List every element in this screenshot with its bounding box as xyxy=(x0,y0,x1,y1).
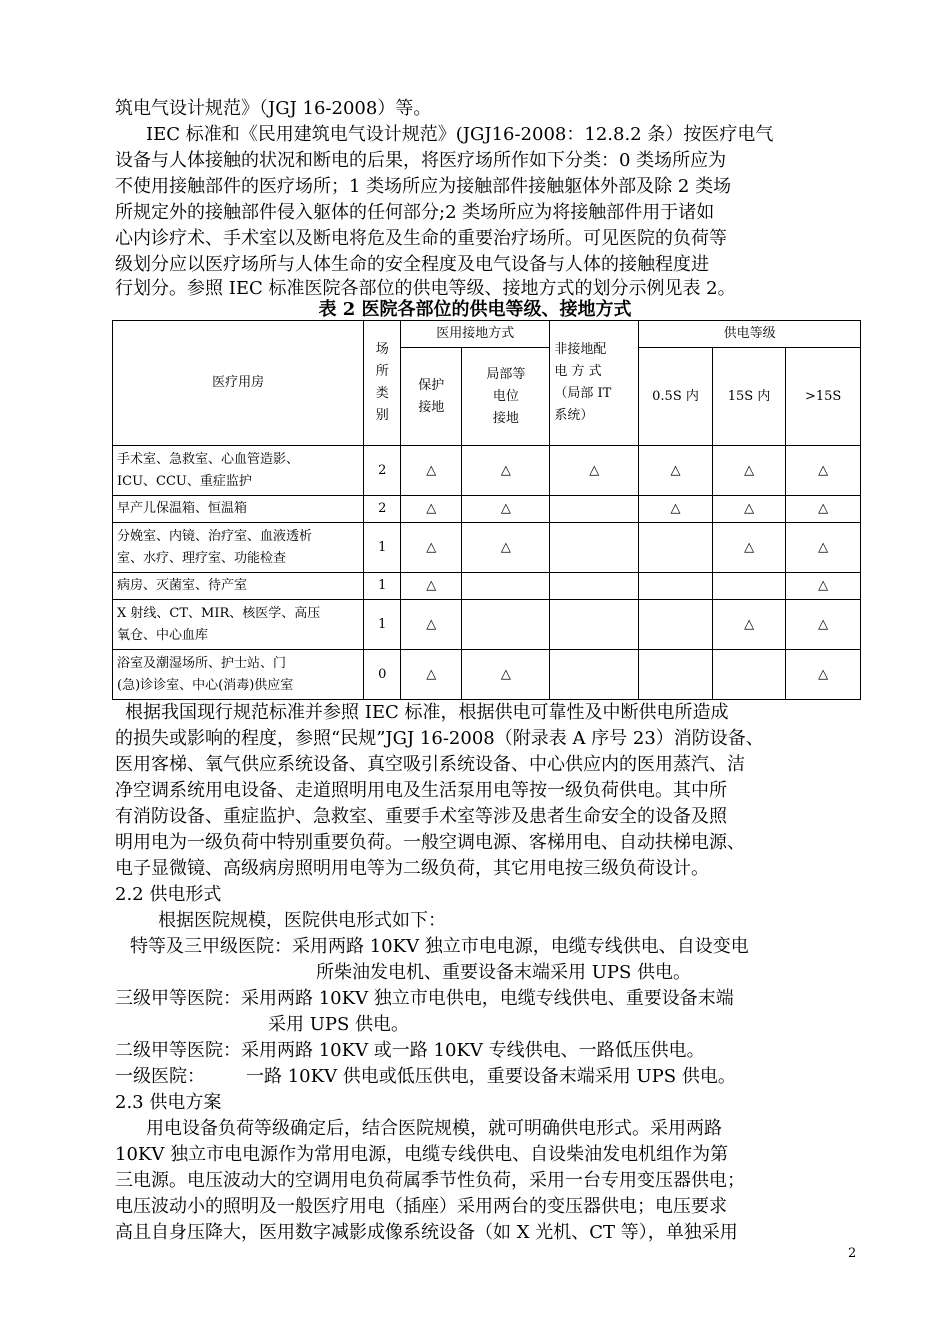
header-class-line: 别 xyxy=(375,408,389,423)
mark-cell: △ xyxy=(786,650,861,700)
room-cell xyxy=(113,600,364,650)
room-cell xyxy=(113,523,364,573)
room-line: ICU、CCU、重症监护 xyxy=(117,473,252,489)
class-cell: 0 xyxy=(364,650,401,700)
room-line: 手术室、急救室、心血管造影、 xyxy=(117,451,300,467)
room-line: X 射线、CT、MIR、核医学、高压 xyxy=(117,605,321,621)
body-line: 三电源。电压波动大的空调用电负荷属季节性负荷，采用一台专用变压器供电； xyxy=(115,1170,745,1191)
mark-cell: △ xyxy=(462,650,550,700)
mark-cell: △ xyxy=(786,600,861,650)
mark-cell xyxy=(550,600,639,650)
mark-cell: △ xyxy=(712,600,786,650)
body-line: 筑电气设计规范》（JGJ 16-2008）等。 xyxy=(115,98,432,119)
body-line: 电子显微镜、高级病房照明用电等为二级负荷，其它用电按三级负荷设计。 xyxy=(115,858,709,879)
body-line: 的损失或影响的程度，参照“民规”JGJ 16-2008（附录表 A 序号 23）消防设备、 xyxy=(115,728,764,749)
body-line: 行划分。参照 IEC 标准医院各部位的供电等级、接地方式的划分示例见表 2。 xyxy=(115,278,736,299)
supply-form-line: 一路 10KV 供电或低压供电，重要设备末端采用 UPS 供电。 xyxy=(246,1066,736,1087)
header-s1: 0.5S 内 xyxy=(639,348,713,446)
class-cell: 1 xyxy=(364,523,401,573)
mark-cell xyxy=(639,650,713,700)
header-nonground-line: （局部 IT xyxy=(554,386,612,401)
mark-cell xyxy=(639,573,713,600)
table-row xyxy=(113,446,861,496)
supply-form-line: 所柴油发电机、重要设备末端采用 UPS 供电。 xyxy=(316,962,692,983)
body-line: 有消防设备、重症监护、急救室、重要手术室等涉及患者生命安全的设备及照 xyxy=(115,806,727,827)
supply-form-line: 二级甲等医院：采用两路 10KV 或一路 10KV 专线供电、一路低压供电。 xyxy=(115,1040,705,1061)
supply-form-line: 特等及三甲级医院：采用两路 10KV 独立市电电源，电缆专线供电、自设变电 xyxy=(130,936,749,957)
mark-cell xyxy=(462,573,550,600)
mark-cell: △ xyxy=(639,496,713,523)
header-supply: 供电等级 xyxy=(639,321,861,348)
mark-cell: △ xyxy=(401,573,462,600)
header-protect xyxy=(401,348,462,446)
mark-cell xyxy=(550,573,639,600)
header-protect-line: 接地 xyxy=(418,399,445,415)
room-cell xyxy=(113,446,364,496)
header-local-line: 局部等 xyxy=(486,366,526,382)
body-line: 净空调系统用电设备、走道照明用电及生活泵用电等按一级负荷供电。其中所 xyxy=(115,780,727,801)
mark-cell: △ xyxy=(786,446,861,496)
mark-cell: △ xyxy=(462,496,550,523)
room-line: (急)诊诊室、中心(消毒)供应室 xyxy=(117,677,294,693)
body-line: 不使用接触部件的医疗场所；1 类场所应为接触部件接触躯体外部及除 2 类场 xyxy=(115,176,732,197)
body-line: 用电设备负荷等级确定后，结合医院规模，就可明确供电形式。采用两路 xyxy=(146,1118,722,1139)
mark-cell: △ xyxy=(786,523,861,573)
mark-cell xyxy=(712,650,786,700)
header-s3: >15S xyxy=(786,348,861,446)
header-grounding: 医用接地方式 xyxy=(401,321,550,348)
class-cell: 2 xyxy=(364,446,401,496)
room-cell xyxy=(113,573,364,600)
page-number: 2 xyxy=(848,1246,857,1261)
supply-grounding-table xyxy=(112,320,861,700)
header-class xyxy=(364,321,401,446)
mark-cell xyxy=(639,523,713,573)
room-line: 病房、灭菌室、待产室 xyxy=(117,578,248,593)
mark-cell xyxy=(550,650,639,700)
class-cell: 2 xyxy=(364,496,401,523)
mark-cell: △ xyxy=(401,650,462,700)
section-heading: 2.3 供电方案 xyxy=(115,1092,222,1113)
mark-cell: △ xyxy=(712,523,786,573)
mark-cell: △ xyxy=(401,496,462,523)
mark-cell: △ xyxy=(712,446,786,496)
class-cell: 1 xyxy=(364,600,401,650)
mark-cell: △ xyxy=(786,573,861,600)
mark-cell xyxy=(550,523,639,573)
header-nonground xyxy=(550,321,639,446)
supply-form-label: 一级医院： xyxy=(115,1066,205,1087)
room-line: 分娩室、内镜、治疗室、血液透析 xyxy=(117,528,313,544)
class-cell: 1 xyxy=(364,573,401,600)
body-line: 根据我国现行规范标准并参照 IEC 标准，根据供电可靠性及中断供电所造成 xyxy=(125,702,729,723)
header-class-line: 类 xyxy=(375,386,389,401)
header-nonground-line: 非接地配 xyxy=(554,342,607,357)
body-line: 明用电为一级负荷中特别重要负荷。一般空调电源、客梯用电、自动扶梯电源、 xyxy=(115,832,745,853)
header-nonground-line: 电 方 式 xyxy=(554,364,602,379)
header-room: 医疗用房 xyxy=(113,321,364,446)
body-line: 高且自身压降大，医用数字减影成像系统设备（如 X 光机、CT 等），单独采用 xyxy=(115,1222,738,1243)
supply-form-line: 采用 UPS 供电。 xyxy=(268,1014,410,1035)
header-class-line: 所 xyxy=(375,364,389,379)
room-line: 早产儿保温箱、恒温箱 xyxy=(117,501,248,516)
body-line: 根据医院规模，医院供电形式如下： xyxy=(158,910,446,931)
body-line: 级划分应以医疗场所与人体生命的安全程度及电气设备与人体的接触程度进 xyxy=(115,254,709,275)
body-line: IEC 标准和《民用建筑电气设计规范》(JGJ16-2008：12.8.2 条）按医疗电气 xyxy=(146,124,774,145)
mark-cell: △ xyxy=(462,523,550,573)
mark-cell: △ xyxy=(401,600,462,650)
room-cell xyxy=(113,650,364,700)
body-line: 医用客梯、氧气供应系统设备、真空吸引系统设备、中心供应内的医用蒸汽、洁 xyxy=(115,754,745,775)
mark-cell xyxy=(462,600,550,650)
body-line: 设备与人体接触的状况和断电的后果，将医疗场所作如下分类：0 类场所应为 xyxy=(115,150,727,171)
mark-cell: △ xyxy=(712,496,786,523)
header-nonground-line: 系统） xyxy=(554,408,594,423)
body-line: 心内诊疗术、手术室以及断电将危及生命的重要治疗场所。可见医院的负荷等 xyxy=(115,228,727,249)
table-row xyxy=(113,573,861,600)
mark-cell: △ xyxy=(639,446,713,496)
body-line: 所规定外的接触部件侵入躯体的任何部分;2 类场所应为将接触部件用于诸如 xyxy=(115,202,715,223)
header-s2: 15S 内 xyxy=(712,348,786,446)
header-protect-line: 保护 xyxy=(418,377,445,393)
section-heading: 2.2 供电形式 xyxy=(115,884,222,905)
room-line: 浴室及潮湿场所、护士站、门 xyxy=(117,655,287,671)
room-line: 氧仓、中心血库 xyxy=(117,627,209,643)
table-row xyxy=(113,496,861,523)
room-line: 室、水疗、理疗室、功能检查 xyxy=(117,550,287,566)
header-local-line: 接地 xyxy=(492,410,519,426)
supply-form-line: 三级甲等医院：采用两路 10KV 独立市电供电，电缆专线供电、重要设备末端 xyxy=(115,988,734,1009)
table-row xyxy=(113,523,861,573)
body-line: 10KV 独立市电电源作为常用电源，电缆专线供电、自设柴油发电机组作为第 xyxy=(115,1144,729,1165)
mark-cell: △ xyxy=(786,496,861,523)
table-row xyxy=(113,650,861,700)
table-row xyxy=(113,600,861,650)
mark-cell xyxy=(550,496,639,523)
mark-cell: △ xyxy=(401,523,462,573)
header-class-line: 场 xyxy=(375,342,389,357)
body-line: 电压波动小的照明及一般医疗用电（插座）采用两台的变压器供电；电压要求 xyxy=(115,1196,727,1217)
header-local xyxy=(462,348,550,446)
table-title: 表 2 医院各部位的供电等级、接地方式 xyxy=(318,299,632,320)
mark-cell: △ xyxy=(462,446,550,496)
mark-cell: △ xyxy=(550,446,639,496)
mark-cell xyxy=(639,600,713,650)
mark-cell: △ xyxy=(401,446,462,496)
header-local-line: 电位 xyxy=(492,388,519,404)
mark-cell xyxy=(712,573,786,600)
room-cell xyxy=(113,496,364,523)
